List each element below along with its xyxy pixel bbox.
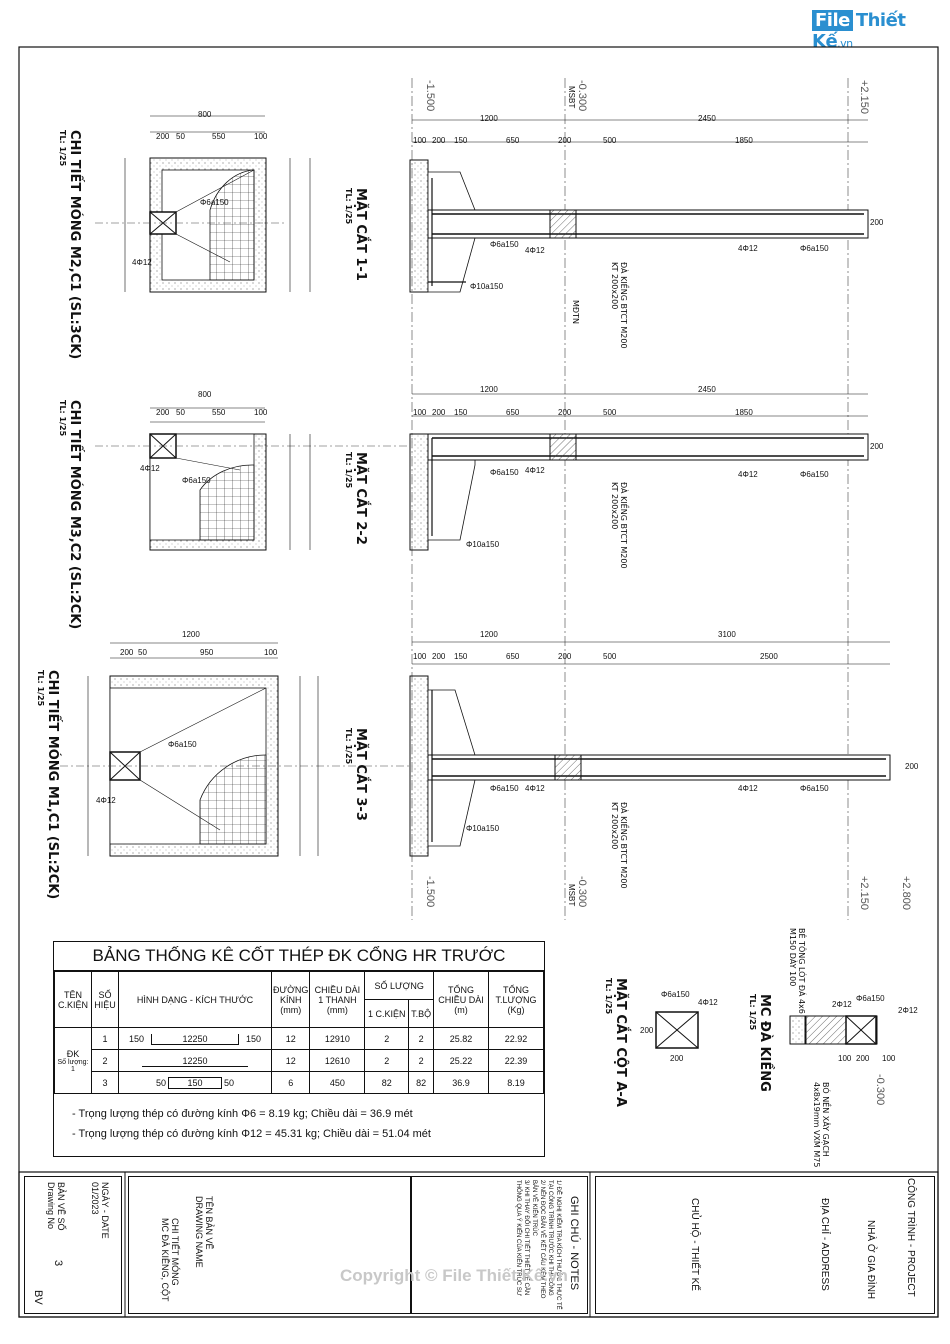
mc-note-1-a: BÊ TÔNG LÓT ĐÁ 4x6 bbox=[797, 928, 806, 1014]
table-row bbox=[55, 1072, 544, 1094]
dim: 550 bbox=[212, 408, 226, 417]
rebar-label: Φ6a150 bbox=[200, 198, 229, 207]
rebar-label: 4Φ12 bbox=[132, 258, 152, 267]
row-len: 450 bbox=[310, 1072, 365, 1094]
plan-m1-scale: TL: 1/25 bbox=[36, 670, 45, 707]
plan-m3-title: CHI TIẾT MÓNG M3,C2 (SL:2CK) bbox=[67, 400, 82, 630]
row-dia: 12 bbox=[272, 1050, 310, 1072]
dim: 650 bbox=[506, 652, 520, 661]
dim: 200 bbox=[432, 652, 446, 661]
dim: 2450 bbox=[698, 114, 716, 123]
shape-dim: 50 bbox=[224, 1077, 235, 1088]
row-q1: 2 bbox=[365, 1050, 409, 1072]
level-marker: -1.500 bbox=[424, 80, 436, 112]
plan-m2-title: CHI TIẾT MÓNG M2,C1 (SL:3CK) bbox=[67, 130, 82, 360]
date-value: 01/2023 bbox=[90, 1182, 100, 1215]
beam-size-text: KT 200x200 bbox=[610, 262, 619, 310]
dim: 200 bbox=[870, 218, 884, 227]
level-marker: +2.150 bbox=[858, 876, 870, 910]
beam-label-text: ĐÀ KIỀNG BTCT M200 bbox=[619, 482, 628, 569]
rebar-label: Φ6a150 bbox=[661, 990, 690, 999]
section-aa-graphic bbox=[656, 1012, 698, 1048]
dim: 1850 bbox=[735, 408, 753, 417]
section-aa-scale: TL: 1/25 bbox=[604, 978, 613, 1015]
rebar-label: 4Φ12 bbox=[140, 464, 160, 473]
row-len: 12610 bbox=[310, 1050, 365, 1072]
mc-note-2-b: 4x8x19mm VXM M75 bbox=[812, 1082, 821, 1168]
level-marker: +2.150 bbox=[858, 80, 870, 114]
row-tw: 22.39 bbox=[489, 1050, 544, 1072]
plan-m1-title-block bbox=[36, 670, 60, 899]
date-block bbox=[90, 1182, 110, 1239]
shape-dim: 150 bbox=[168, 1077, 221, 1089]
section-3-3-title: MẶT CẮT 3-3 bbox=[353, 728, 368, 821]
owner-label: CHỦ HỘ - THIẾT KẾ bbox=[689, 1198, 700, 1291]
shape-dim: 50 bbox=[155, 1077, 166, 1088]
rebar-label: Φ6a150 bbox=[168, 740, 197, 749]
dim: 800 bbox=[198, 110, 212, 119]
table-note-1: - Trọng lượng thép có đường kính Φ6 = 8.19 kg; Chiều dài = 36.9 mét bbox=[72, 1108, 413, 1120]
row-no: 2 bbox=[92, 1050, 119, 1072]
rebar-schedule-table bbox=[53, 941, 545, 1157]
dim: 200 bbox=[558, 408, 572, 417]
dim: 100 bbox=[838, 1054, 852, 1063]
beam-label-1 bbox=[610, 262, 628, 349]
date-label: NGÀY - DATE bbox=[100, 1182, 110, 1239]
project-label: CÔNG TRÌNH - PROJECT bbox=[905, 1178, 916, 1297]
row-no: 3 bbox=[92, 1072, 119, 1094]
shape-cell bbox=[119, 1028, 272, 1050]
th-no: SỐ HIỆU bbox=[92, 972, 119, 1028]
rebar-label: 4Φ12 bbox=[525, 784, 545, 793]
th-qty: SỐ LƯỢNG bbox=[365, 972, 434, 1000]
dim: 200 bbox=[670, 1054, 684, 1063]
rebar-label: 4Φ12 bbox=[738, 784, 758, 793]
level-marker: -0.300 bbox=[576, 80, 588, 112]
dim: 950 bbox=[200, 648, 214, 657]
table-title: BẢNG THỐNG KÊ CỐT THÉP ĐK CỔNG HR TRƯỚC bbox=[54, 942, 544, 971]
dim: 650 bbox=[506, 408, 520, 417]
dim: 100 bbox=[413, 408, 427, 417]
dim: 100 bbox=[264, 648, 278, 657]
shape-dim: 150 bbox=[246, 1033, 262, 1044]
dim: 500 bbox=[603, 136, 617, 145]
dim: 200 bbox=[558, 652, 572, 661]
copyright-watermark: Copyright © File Thiết Kế.vn bbox=[340, 1266, 568, 1285]
rebar-label: Φ6a150 bbox=[800, 244, 829, 253]
beam-label-3 bbox=[610, 802, 628, 889]
dim: 650 bbox=[506, 136, 520, 145]
row-tl: 25.82 bbox=[434, 1028, 489, 1050]
level-marker: -0.300 bbox=[576, 876, 588, 908]
row-q2: 2 bbox=[409, 1028, 434, 1050]
row-dia: 6 bbox=[272, 1072, 310, 1094]
dim: 100 bbox=[413, 652, 427, 661]
rebar-label: 2Φ12 bbox=[832, 1000, 852, 1009]
dim: 200 bbox=[905, 762, 919, 771]
row-len: 12910 bbox=[310, 1028, 365, 1050]
row-q1: 82 bbox=[365, 1072, 409, 1094]
dim: 150 bbox=[454, 408, 468, 417]
rebar-label: 4Φ12 bbox=[738, 470, 758, 479]
section-3-3-scale: TL: 1/25 bbox=[344, 728, 353, 765]
notes-text bbox=[514, 1180, 562, 1310]
rebar-label: 4Φ12 bbox=[698, 998, 718, 1007]
plan-m2-title-block bbox=[58, 130, 82, 359]
note-line: 3/ KHI THAY ĐỔI CHI TIẾT THIẾT KẾ CẦN bbox=[523, 1180, 529, 1296]
beam-label-text: ĐÀ KIỀNG BTCT M200 bbox=[619, 802, 628, 889]
rebar-label: Φ6a150 bbox=[490, 240, 519, 249]
rebar-label: Φ10a150 bbox=[466, 824, 500, 833]
mc-note-2 bbox=[812, 1082, 830, 1167]
th-total-len: TỔNG CHIỀU DÀI (m) bbox=[434, 972, 489, 1028]
section-2-2-title: MẶT CẮT 2-2 bbox=[353, 452, 368, 545]
section-aa-title-block bbox=[604, 978, 628, 1107]
mdtn-label: MĐTN bbox=[571, 300, 580, 324]
plan-m3-title-block bbox=[58, 400, 82, 629]
project-text: NHÀ Ở GIA ĐÌNH bbox=[865, 1220, 876, 1300]
mc-note-1-b: M150 DÀY 100 bbox=[788, 928, 797, 987]
dim: 100 bbox=[413, 136, 427, 145]
dim: 200 bbox=[432, 408, 446, 417]
msbt-label: MSBT bbox=[567, 884, 576, 907]
logo-tld: .vn bbox=[837, 37, 853, 50]
sheet-label-en: Drawing No bbox=[46, 1182, 56, 1230]
group-cell bbox=[55, 1028, 92, 1094]
dim: 200 bbox=[640, 1026, 654, 1035]
shape-dim: 12250 bbox=[142, 1056, 247, 1067]
mc-note-2-a: BÓ NỀN XÂY GẠCH bbox=[821, 1082, 830, 1157]
dim: 100 bbox=[882, 1054, 896, 1063]
section-1-1-scale: TL: 1/25 bbox=[344, 188, 353, 225]
dim: 50 bbox=[176, 408, 185, 417]
th-total-w: TỔNG T.LƯỢNG (Kg) bbox=[489, 972, 544, 1028]
dim: 3100 bbox=[718, 630, 736, 639]
dim: 150 bbox=[454, 652, 468, 661]
row-tl: 36.9 bbox=[434, 1072, 489, 1094]
rebar-label: Φ10a150 bbox=[470, 282, 504, 291]
dim: 100 bbox=[254, 132, 268, 141]
plan-m3-scale: TL: 1/25 bbox=[58, 400, 67, 437]
logo-name: Thiết Kế bbox=[812, 10, 906, 52]
level-marker: +2.800 bbox=[900, 876, 912, 910]
drawing-name-2: MC ĐÀ KIỀNG, CỘT bbox=[160, 1218, 170, 1302]
beam-size-text: KT 200x200 bbox=[610, 802, 619, 850]
th-name: TÊN C.KIỆN bbox=[55, 972, 92, 1028]
dim: 200 bbox=[558, 136, 572, 145]
note-line: BẢN VẼ KIẾN TRÚC bbox=[531, 1180, 537, 1236]
group-name: ĐK bbox=[66, 1048, 80, 1059]
beam-size-text: KT 200x200 bbox=[610, 482, 619, 530]
row-q2: 82 bbox=[409, 1072, 434, 1094]
row-no: 1 bbox=[92, 1028, 119, 1050]
level-marker: -0.300 bbox=[874, 1074, 886, 1106]
dim: 1200 bbox=[480, 114, 498, 123]
sheet-label: BẢN VẼ SỐ bbox=[56, 1182, 66, 1231]
th-dia: ĐƯỜNG KÍNH (mm) bbox=[272, 972, 310, 1028]
row-q2: 2 bbox=[409, 1050, 434, 1072]
dim: 200 bbox=[156, 408, 170, 417]
shape-cell bbox=[119, 1050, 272, 1072]
table-row bbox=[55, 1050, 544, 1072]
section-1-1-title: MẶT CẮT 1-1 bbox=[353, 188, 368, 281]
dim: 100 bbox=[254, 408, 268, 417]
dim: 500 bbox=[603, 652, 617, 661]
rebar-label: Φ6a150 bbox=[856, 994, 885, 1003]
notes-label: GHI CHÚ - NOTES bbox=[568, 1196, 580, 1291]
note-line: 2/ NÊN ĐỌC BẢN VẼ KẾT CẤU KÈM THEO bbox=[539, 1180, 545, 1299]
shape-dim: 150 bbox=[128, 1033, 144, 1044]
mc-da-kieng-scale: TL: 1/25 bbox=[748, 994, 757, 1031]
dim: 200 bbox=[156, 132, 170, 141]
dim: 1200 bbox=[480, 385, 498, 394]
dim: 800 bbox=[198, 390, 212, 399]
dim: 1850 bbox=[735, 136, 753, 145]
rebar-label: 4Φ12 bbox=[525, 466, 545, 475]
table-row bbox=[55, 1028, 544, 1050]
dim: 2500 bbox=[760, 652, 778, 661]
table-note-2: - Trọng lượng thép có đường kính Φ12 = 45.31 kg; Chiều dài = 51.04 mét bbox=[72, 1128, 431, 1140]
rebar-label: 4Φ12 bbox=[525, 246, 545, 255]
group-sub: Số lượng: 1 bbox=[57, 1058, 89, 1073]
mc-note-1 bbox=[788, 928, 806, 1014]
drawing-name-1: CHI TIẾT MÓNG bbox=[170, 1218, 180, 1286]
dim: 1200 bbox=[182, 630, 200, 639]
logo-mark: File bbox=[812, 10, 853, 31]
dim: 500 bbox=[603, 408, 617, 417]
row-q1: 2 bbox=[365, 1028, 409, 1050]
beam-label-2 bbox=[610, 482, 628, 569]
th-q2: T.BỘ bbox=[409, 1000, 434, 1028]
drawing-no-label bbox=[46, 1182, 66, 1231]
name-label: TÊN BẢN VẼ bbox=[204, 1196, 214, 1250]
dim: 150 bbox=[454, 136, 468, 145]
section-aa-title: MẶT CẮT CỘT A-A bbox=[613, 978, 628, 1107]
msbt-label: MSBT bbox=[567, 86, 576, 109]
section-3-3-title-block bbox=[344, 728, 368, 821]
dim: 1200 bbox=[480, 630, 498, 639]
th-q1: 1 C.KIỆN bbox=[365, 1000, 409, 1028]
section-2-2-title-block bbox=[344, 452, 368, 545]
project-block bbox=[595, 1176, 935, 1314]
rebar-label: 4Φ12 bbox=[738, 244, 758, 253]
note-line: TẠI CÔNG TRÌNH TRƯỚC KHI THI CÔNG bbox=[547, 1180, 553, 1296]
drawing-name-text bbox=[160, 1218, 180, 1302]
mc-da-kieng-title-block bbox=[748, 994, 772, 1092]
drawing-name-label bbox=[194, 1196, 214, 1268]
dim: 550 bbox=[212, 132, 226, 141]
th-shape: HÌNH DẠNG - KÍCH THƯỚC bbox=[119, 972, 272, 1028]
dim: 2450 bbox=[698, 385, 716, 394]
rebar-label: Φ6a150 bbox=[490, 468, 519, 477]
row-tw: 8.19 bbox=[489, 1072, 544, 1094]
rebar-label: Φ6a150 bbox=[800, 784, 829, 793]
row-tl: 25.22 bbox=[434, 1050, 489, 1072]
sheet-code: BV bbox=[32, 1290, 44, 1305]
dim: 200 bbox=[856, 1054, 870, 1063]
section-2-2-scale: TL: 1/25 bbox=[344, 452, 353, 489]
plan-m2-scale: TL: 1/25 bbox=[58, 130, 67, 167]
rebar-label: Φ6a150 bbox=[182, 476, 211, 485]
dim: 200 bbox=[870, 442, 884, 451]
rebar-label: 4Φ12 bbox=[96, 796, 116, 805]
section-1-1 bbox=[410, 120, 868, 292]
shape-cell bbox=[119, 1072, 272, 1094]
mc-da-kieng-graphic bbox=[790, 1016, 877, 1044]
name-label-en: DRAWING NAME bbox=[194, 1196, 204, 1268]
note-line: THÔNG QUA Ý KIẾN CỦA KIẾN TRÚC SƯ bbox=[515, 1180, 521, 1297]
dim: 50 bbox=[176, 132, 185, 141]
mc-da-kieng-title: MC ĐÀ KIỀNG bbox=[757, 994, 772, 1092]
row-dia: 12 bbox=[272, 1028, 310, 1050]
rebar-label: Φ10a150 bbox=[466, 540, 500, 549]
level-marker: -1.500 bbox=[424, 876, 436, 908]
row-tw: 22.92 bbox=[489, 1028, 544, 1050]
beam-label-text: ĐÀ KIỀNG BTCT M200 bbox=[619, 262, 628, 349]
dim: 200 bbox=[120, 648, 134, 657]
rebar-label: 2Φ12 bbox=[898, 1006, 918, 1015]
dim: 200 bbox=[432, 136, 446, 145]
rebar-label: Φ6a150 bbox=[800, 470, 829, 479]
rebar-label: Φ6a150 bbox=[490, 784, 519, 793]
th-len: CHIỀU DÀI 1 THANH (mm) bbox=[310, 972, 365, 1028]
note-line: 1/ ĐỀ NGHỊ KIỂM TRA KÍCH THƯỚC THỰC TẾ bbox=[555, 1180, 561, 1310]
plan-m1-title: CHI TIẾT MÓNG M1,C1 (SL:2CK) bbox=[45, 670, 60, 900]
dim: 50 bbox=[138, 648, 147, 657]
sheet-no: 3 bbox=[52, 1260, 64, 1267]
shape-dim: 12250 bbox=[151, 1034, 238, 1045]
section-1-1-title-block bbox=[344, 188, 368, 281]
address-label: ĐỊA CHỈ - ADDRESS bbox=[819, 1198, 830, 1291]
